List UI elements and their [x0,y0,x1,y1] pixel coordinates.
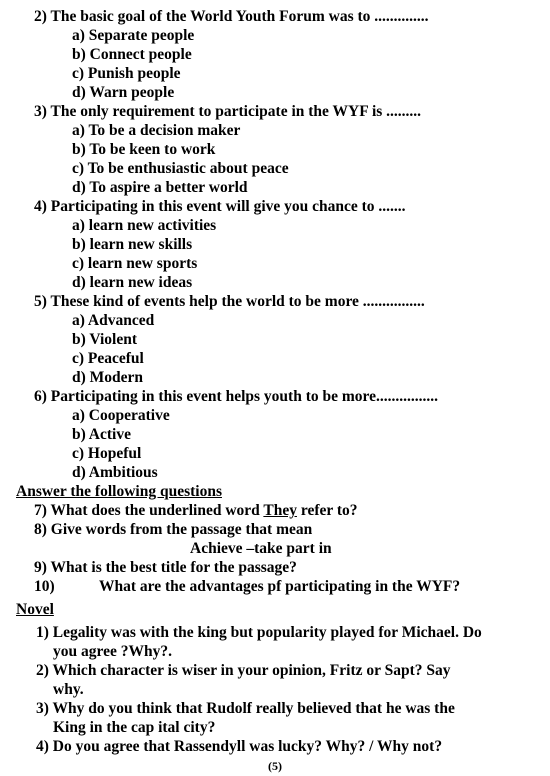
question-8-words: Achieve –take part in [190,540,332,557]
question-6-option-a: a) Cooperative [72,407,170,424]
novel-question-4: 4) Do you agree that Rassendyll was lucky? Why? / Why not? [36,738,443,755]
question-3-option-b: b) To be keen to work [72,141,216,158]
novel-question-1-continued: you agree ?Why?. [53,643,172,660]
page-number: (5) [268,759,282,773]
question-7-text-before: 7) What does the underlined word [34,502,264,519]
question-4-option-b: b) learn new skills [72,236,193,253]
question-7 [34,501,358,520]
question-10-number: 10) [34,578,55,595]
question-8: 8) Give words from the passage that mean [34,521,313,538]
question-6-option-c: c) Hopeful [72,445,142,462]
novel-question-2: 2) Which character is wiser in your opinion, Fritz or Sapt? Say [36,662,451,679]
question-10-text: What are the advantages pf participating in the WYF? [99,578,461,595]
question-2-option-b: b) Connect people [72,46,192,63]
question-9: 9) What is the best title for the passage? [34,559,297,576]
question-2-option-d: d) Warn people [72,84,175,101]
question-4-option-a: a) learn new activities [72,217,217,234]
question-6-option-b: b) Active [72,426,131,443]
question-5-option-a: a) Advanced [72,312,155,329]
answer-section-heading: Answer the following questions [16,483,222,500]
novel-question-3: 3) Why do you think that Rudolf really believed that he was the [36,700,455,717]
question-5-option-c: c) Peaceful [72,350,144,367]
question-6: 6) Participating in this event helps youth to be more................ [34,388,438,405]
question-5-option-d: d) Modern [72,369,144,386]
question-4: 4) Participating in this event will give you chance to ....... [34,198,406,215]
question-5: 5) These kind of events help the world to be more ................ [34,293,425,310]
question-4-option-d: d) learn new ideas [72,274,193,291]
question-3: 3) The only requirement to participate in the WYF is ......... [34,103,422,120]
novel-question-3-continued: King in the cap ital city? [53,719,216,736]
question-3-option-c: c) To be enthusiastic about peace [72,160,289,177]
question-6-option-d: d) Ambitious [72,464,158,481]
question-7-text-after: refer to? [296,502,358,519]
question-4-option-c: c) learn new sports [72,255,198,272]
question-3-option-d: d) To aspire a better world [72,179,248,196]
question-2-option-a: a) Separate people [72,27,195,44]
question-7-underlined-word: They [263,502,297,519]
question-3-option-a: a) To be a decision maker [72,122,241,139]
question-2: 2) The basic goal of the World Youth Forum was to .............. [34,8,429,25]
novel-question-2-continued: why. [53,681,84,698]
question-5-option-b: b) Violent [72,331,138,348]
novel-question-1: 1) Legality was with the king but popularity played for Michael. Do [36,624,482,641]
question-2-option-c: c) Punish people [72,65,181,82]
novel-heading: Novel [16,601,54,618]
